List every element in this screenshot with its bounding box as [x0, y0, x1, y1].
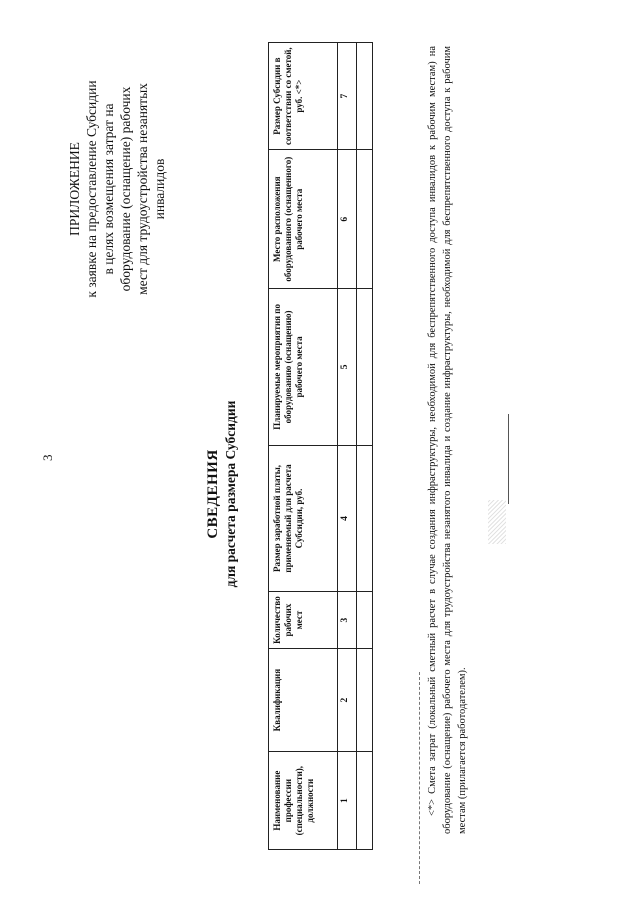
appendix-line: мест для трудоустройства незанятых — [135, 83, 150, 295]
header-profession: Наименование профессии (специальности), должности — [269, 752, 338, 850]
table-cell — [357, 752, 373, 850]
table-number-row — [338, 43, 357, 850]
heading-subtitle: для расчета размера Субсидии — [223, 400, 238, 588]
subsidy-table — [268, 42, 373, 850]
column-number: 5 — [338, 289, 357, 445]
appendix-line: к заявке на предоставление Субсидии — [84, 80, 99, 298]
table-cell — [357, 445, 373, 592]
footnote-separator — [419, 672, 420, 884]
heading-title: СВЕДЕНИЯ — [205, 449, 221, 539]
header-qualification: Квалификация — [269, 648, 338, 751]
header-planned-measures: Планируемые мероприятия по оборудованию (оснащению) рабочего места — [269, 289, 338, 445]
column-number: 3 — [338, 592, 357, 649]
column-number: 4 — [338, 445, 357, 592]
table-cell — [357, 648, 373, 751]
column-number: 1 — [338, 752, 357, 850]
header-workplaces-count: Количество рабочих мест — [269, 592, 338, 649]
section-heading — [205, 284, 239, 704]
table-header-row — [269, 43, 338, 850]
page-number: 3 — [40, 454, 55, 461]
table-cell — [357, 592, 373, 649]
footnote-text: <*> Смета затрат (локальный сметный расчет в случае создания инфраструктуры, необходимой для беспрепятственного доступа инвалидов к рабочим местам) на оборудование (оснащение) рабочего места для трудоустройства незанятого инвалида и создание инфраструктуры, необходимой для беспрепятственного доступа к рабочим местам (прилагается работодателем). — [427, 46, 468, 834]
appendix-line: оборудование (оснащение) рабочих — [118, 86, 133, 292]
signature-line — [508, 414, 509, 504]
table-cell — [357, 43, 373, 150]
appendix-title: ПРИЛОЖЕНИЕ — [67, 142, 82, 236]
header-workplace-location: Место расположения оборудованного (оснащенного) рабочего места — [269, 150, 338, 289]
stamp-smudge — [488, 500, 506, 544]
table-row — [357, 43, 373, 850]
table-cell — [357, 150, 373, 289]
header-salary: Размер заработной платы, применяемый для расчета Субсидии, руб. — [269, 445, 338, 592]
appendix-line: инвалидов — [152, 158, 167, 220]
header-subsidy-amount: Размер Субсидии в соответствии со сметой, руб. <*> — [269, 43, 338, 150]
table-cell — [357, 289, 373, 445]
column-number: 7 — [338, 43, 357, 150]
column-number: 2 — [338, 648, 357, 751]
column-number: 6 — [338, 150, 357, 289]
appendix-line: в целях возмещения затрат на — [101, 103, 116, 275]
appendix-block — [66, 64, 168, 314]
